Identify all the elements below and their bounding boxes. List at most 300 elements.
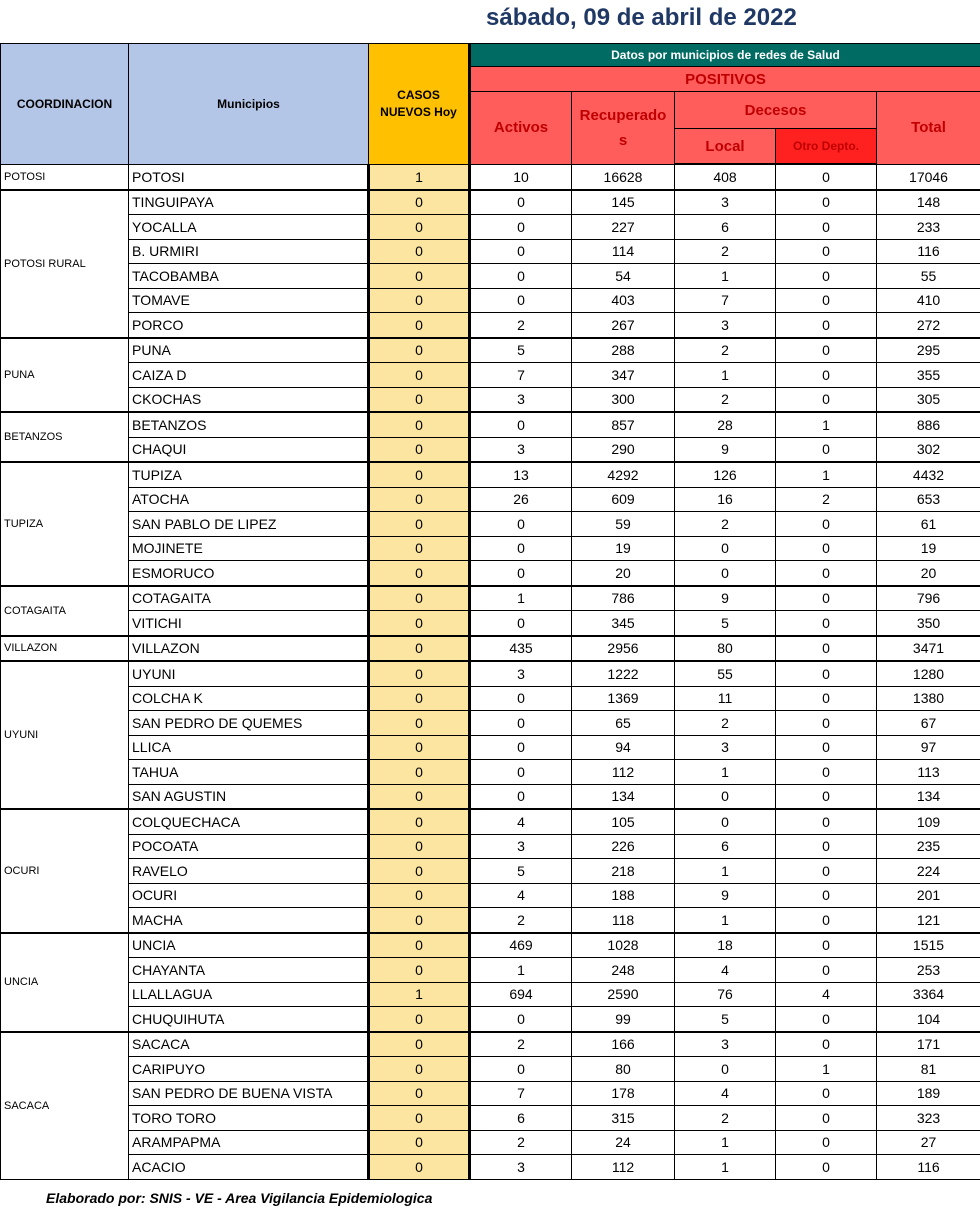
activos-cell: 6 xyxy=(470,1106,572,1131)
casos-cell: 1 xyxy=(369,982,470,1007)
municipio-cell: TUPIZA xyxy=(129,462,369,487)
total-cell: 121 xyxy=(877,908,980,933)
table-row xyxy=(1,735,980,760)
activos-cell: 3 xyxy=(470,387,572,412)
otro-cell: 0 xyxy=(776,611,877,636)
table-row xyxy=(1,784,980,809)
recuperados-cell: 65 xyxy=(572,711,675,736)
activos-cell: 4 xyxy=(470,883,572,908)
local-cell: 1 xyxy=(675,1130,776,1155)
table-row xyxy=(1,1032,980,1057)
table-row xyxy=(1,686,980,711)
casos-cell: 0 xyxy=(369,686,470,711)
activos-cell: 3 xyxy=(470,834,572,859)
casos-cell: 0 xyxy=(369,462,470,487)
local-cell: 76 xyxy=(675,982,776,1007)
local-cell: 0 xyxy=(675,536,776,561)
local-cell: 3 xyxy=(675,735,776,760)
municipio-cell: UYUNI xyxy=(129,661,369,686)
casos-cell: 0 xyxy=(369,958,470,983)
activos-cell: 435 xyxy=(470,636,572,662)
activos-cell: 2 xyxy=(470,1130,572,1155)
recuperados-cell: 19 xyxy=(572,536,675,561)
activos-cell: 3 xyxy=(470,437,572,462)
total-cell: 17046 xyxy=(877,164,980,190)
municipio-cell: PUNA xyxy=(129,338,369,363)
local-cell: 6 xyxy=(675,834,776,859)
otro-cell: 0 xyxy=(776,1106,877,1131)
casos-cell: 0 xyxy=(369,611,470,636)
otro-cell: 0 xyxy=(776,561,877,586)
casos-cell: 0 xyxy=(369,1032,470,1057)
activos-cell: 2 xyxy=(470,908,572,933)
table-row xyxy=(1,164,980,190)
table-row xyxy=(1,1155,980,1180)
table-row xyxy=(1,215,980,240)
table-body xyxy=(1,164,980,1179)
total-cell: 61 xyxy=(877,512,980,537)
table-row xyxy=(1,711,980,736)
table-row xyxy=(1,908,980,933)
local-cell: 2 xyxy=(675,1106,776,1131)
otro-cell: 0 xyxy=(776,1081,877,1106)
activos-cell: 0 xyxy=(470,288,572,313)
otro-cell: 0 xyxy=(776,958,877,983)
casos-cell: 0 xyxy=(369,1007,470,1032)
otro-cell: 0 xyxy=(776,1007,877,1032)
municipio-cell: SAN PEDRO DE BUENA VISTA xyxy=(129,1081,369,1106)
activos-cell: 2 xyxy=(470,1032,572,1057)
local-cell: 3 xyxy=(675,313,776,338)
municipio-cell: TORO TORO xyxy=(129,1106,369,1131)
local-cell: 3 xyxy=(675,1032,776,1057)
activos-cell: 7 xyxy=(470,1081,572,1106)
otro-cell: 0 xyxy=(776,536,877,561)
activos-cell: 2 xyxy=(470,313,572,338)
coordinacion-cell: TUPIZA xyxy=(1,462,129,586)
local-cell: 126 xyxy=(675,462,776,487)
total-cell: 224 xyxy=(877,859,980,884)
recuperados-cell: 857 xyxy=(572,412,675,437)
casos-cell: 0 xyxy=(369,512,470,537)
table-row xyxy=(1,313,980,338)
otro-cell: 0 xyxy=(776,1130,877,1155)
municipal-health-table xyxy=(0,43,980,1180)
casos-cell: 0 xyxy=(369,1081,470,1106)
otro-cell: 0 xyxy=(776,908,877,933)
otro-cell: 0 xyxy=(776,363,877,388)
header-casos-line2: NUEVOS Hoy xyxy=(380,104,457,119)
recuperados-cell: 1222 xyxy=(572,661,675,686)
local-cell: 9 xyxy=(675,883,776,908)
coordinacion-cell: OCURI xyxy=(1,809,129,933)
local-cell: 408 xyxy=(675,164,776,190)
total-cell: 189 xyxy=(877,1081,980,1106)
municipio-cell: TOMAVE xyxy=(129,288,369,313)
total-cell: 109 xyxy=(877,809,980,834)
local-cell: 0 xyxy=(675,1057,776,1082)
municipio-cell: CHAYANTA xyxy=(129,958,369,983)
recuperados-cell: 112 xyxy=(572,1155,675,1180)
header-total: Total xyxy=(877,92,980,165)
municipio-cell: POCOATA xyxy=(129,834,369,859)
local-cell: 1 xyxy=(675,264,776,289)
total-cell: 233 xyxy=(877,215,980,240)
local-cell: 6 xyxy=(675,215,776,240)
casos-cell: 0 xyxy=(369,636,470,662)
total-cell: 97 xyxy=(877,735,980,760)
header-datos-redes: Datos por municipios de redes de Salud xyxy=(470,44,980,67)
activos-cell: 3 xyxy=(470,1155,572,1180)
recuperados-cell: 114 xyxy=(572,239,675,264)
otro-cell: 0 xyxy=(776,338,877,363)
recuperados-cell: 4292 xyxy=(572,462,675,487)
total-cell: 305 xyxy=(877,387,980,412)
local-cell: 2 xyxy=(675,711,776,736)
otro-cell: 0 xyxy=(776,215,877,240)
activos-cell: 0 xyxy=(470,512,572,537)
casos-cell: 0 xyxy=(369,784,470,809)
table-row xyxy=(1,462,980,487)
local-cell: 1 xyxy=(675,859,776,884)
otro-cell: 0 xyxy=(776,933,877,958)
otro-cell: 1 xyxy=(776,1057,877,1082)
municipio-cell: LLALLAGUA xyxy=(129,982,369,1007)
otro-cell: 0 xyxy=(776,512,877,537)
local-cell: 2 xyxy=(675,512,776,537)
table-row xyxy=(1,760,980,785)
casos-cell: 0 xyxy=(369,1155,470,1180)
otro-cell: 0 xyxy=(776,784,877,809)
recuperados-cell: 16628 xyxy=(572,164,675,190)
casos-cell: 0 xyxy=(369,387,470,412)
recuperados-cell: 315 xyxy=(572,1106,675,1131)
local-cell: 1 xyxy=(675,363,776,388)
activos-cell: 4 xyxy=(470,809,572,834)
total-cell: 19 xyxy=(877,536,980,561)
otro-cell: 0 xyxy=(776,711,877,736)
local-cell: 55 xyxy=(675,661,776,686)
recuperados-cell: 145 xyxy=(572,190,675,215)
activos-cell: 10 xyxy=(470,164,572,190)
activos-cell: 5 xyxy=(470,859,572,884)
casos-cell: 0 xyxy=(369,1057,470,1082)
table-row xyxy=(1,636,980,662)
casos-cell: 0 xyxy=(369,933,470,958)
local-cell: 28 xyxy=(675,412,776,437)
municipio-cell: POTOSI xyxy=(129,164,369,190)
recuperados-cell: 99 xyxy=(572,1007,675,1032)
coordinacion-cell: PUNA xyxy=(1,338,129,413)
table-row xyxy=(1,190,980,215)
casos-cell: 0 xyxy=(369,586,470,611)
municipio-cell: MACHA xyxy=(129,908,369,933)
recuperados-cell: 1028 xyxy=(572,933,675,958)
total-cell: 302 xyxy=(877,437,980,462)
otro-cell: 1 xyxy=(776,412,877,437)
table-row xyxy=(1,487,980,512)
total-cell: 4432 xyxy=(877,462,980,487)
recuperados-cell: 112 xyxy=(572,760,675,785)
total-cell: 27 xyxy=(877,1130,980,1155)
casos-cell: 0 xyxy=(369,239,470,264)
recuperados-cell: 105 xyxy=(572,809,675,834)
table-row xyxy=(1,1057,980,1082)
table-row xyxy=(1,586,980,611)
casos-cell: 0 xyxy=(369,883,470,908)
recuperados-cell: 267 xyxy=(572,313,675,338)
total-cell: 1380 xyxy=(877,686,980,711)
casos-cell: 0 xyxy=(369,363,470,388)
total-cell: 323 xyxy=(877,1106,980,1131)
table-row xyxy=(1,264,980,289)
recuperados-cell: 188 xyxy=(572,883,675,908)
casos-cell: 0 xyxy=(369,1106,470,1131)
otro-cell: 0 xyxy=(776,661,877,686)
recuperados-cell: 227 xyxy=(572,215,675,240)
total-cell: 1515 xyxy=(877,933,980,958)
coordinacion-cell: POTOSI xyxy=(1,164,129,190)
activos-cell: 0 xyxy=(470,264,572,289)
report-title-bar xyxy=(0,0,980,40)
recuperados-cell: 345 xyxy=(572,611,675,636)
table-row xyxy=(1,859,980,884)
activos-cell: 0 xyxy=(470,1007,572,1032)
table-row xyxy=(1,412,980,437)
recuperados-cell: 1369 xyxy=(572,686,675,711)
casos-cell: 0 xyxy=(369,661,470,686)
recuperados-cell: 300 xyxy=(572,387,675,412)
table-row xyxy=(1,288,980,313)
recuperados-cell: 226 xyxy=(572,834,675,859)
local-cell: 9 xyxy=(675,586,776,611)
municipio-cell: YOCALLA xyxy=(129,215,369,240)
casos-cell: 0 xyxy=(369,1130,470,1155)
municipio-cell: LLICA xyxy=(129,735,369,760)
table-row xyxy=(1,338,980,363)
otro-cell: 0 xyxy=(776,1155,877,1180)
casos-cell: 0 xyxy=(369,487,470,512)
activos-cell: 0 xyxy=(470,784,572,809)
casos-cell: 0 xyxy=(369,561,470,586)
activos-cell: 0 xyxy=(470,561,572,586)
local-cell: 7 xyxy=(675,288,776,313)
total-cell: 134 xyxy=(877,784,980,809)
table-header xyxy=(1,44,980,165)
total-cell: 81 xyxy=(877,1057,980,1082)
otro-cell: 0 xyxy=(776,313,877,338)
table-row xyxy=(1,661,980,686)
otro-cell: 0 xyxy=(776,437,877,462)
table-row xyxy=(1,611,980,636)
local-cell: 2 xyxy=(675,387,776,412)
casos-cell: 0 xyxy=(369,536,470,561)
recuperados-cell: 20 xyxy=(572,561,675,586)
local-cell: 16 xyxy=(675,487,776,512)
local-cell: 3 xyxy=(675,190,776,215)
otro-cell: 0 xyxy=(776,264,877,289)
coordinacion-cell: COTAGAITA xyxy=(1,586,129,636)
activos-cell: 13 xyxy=(470,462,572,487)
otro-cell: 0 xyxy=(776,239,877,264)
table-row xyxy=(1,1106,980,1131)
coordinacion-cell: VILLAZON xyxy=(1,636,129,662)
table-row xyxy=(1,512,980,537)
activos-cell: 0 xyxy=(470,412,572,437)
activos-cell: 1 xyxy=(470,958,572,983)
total-cell: 410 xyxy=(877,288,980,313)
table-row xyxy=(1,536,980,561)
municipio-cell: MOJINETE xyxy=(129,536,369,561)
activos-cell: 5 xyxy=(470,338,572,363)
total-cell: 355 xyxy=(877,363,980,388)
recuperados-cell: 166 xyxy=(572,1032,675,1057)
header-recuperados-line1: Recuperado xyxy=(579,106,667,124)
municipio-cell: VILLAZON xyxy=(129,636,369,662)
otro-cell: 0 xyxy=(776,859,877,884)
recuperados-cell: 94 xyxy=(572,735,675,760)
municipio-cell: CHAQUI xyxy=(129,437,369,462)
municipio-cell: COLQUECHACA xyxy=(129,809,369,834)
casos-cell: 0 xyxy=(369,859,470,884)
total-cell: 55 xyxy=(877,264,980,289)
total-cell: 148 xyxy=(877,190,980,215)
activos-cell: 0 xyxy=(470,611,572,636)
local-cell: 1 xyxy=(675,760,776,785)
total-cell: 235 xyxy=(877,834,980,859)
total-cell: 272 xyxy=(877,313,980,338)
table-row xyxy=(1,363,980,388)
coordinacion-cell: SACACA xyxy=(1,1032,129,1180)
table-row xyxy=(1,561,980,586)
local-cell: 18 xyxy=(675,933,776,958)
otro-cell: 0 xyxy=(776,809,877,834)
otro-cell: 0 xyxy=(776,190,877,215)
coordinacion-cell: BETANZOS xyxy=(1,412,129,462)
activos-cell: 0 xyxy=(470,190,572,215)
local-cell: 1 xyxy=(675,908,776,933)
local-cell: 4 xyxy=(675,958,776,983)
header-casos-nuevos xyxy=(369,44,470,165)
casos-cell: 0 xyxy=(369,908,470,933)
municipio-cell: ARAMPAPMA xyxy=(129,1130,369,1155)
casos-cell: 0 xyxy=(369,809,470,834)
municipio-cell: COTAGAITA xyxy=(129,586,369,611)
municipio-cell: SAN AGUSTIN xyxy=(129,784,369,809)
municipio-cell: COLCHA K xyxy=(129,686,369,711)
coordinacion-cell: POTOSI RURAL xyxy=(1,190,129,338)
municipio-cell: RAVELO xyxy=(129,859,369,884)
table-row xyxy=(1,809,980,834)
activos-cell: 0 xyxy=(470,215,572,240)
recuperados-cell: 54 xyxy=(572,264,675,289)
activos-cell: 7 xyxy=(470,363,572,388)
recuperados-cell: 288 xyxy=(572,338,675,363)
local-cell: 9 xyxy=(675,437,776,462)
recuperados-cell: 80 xyxy=(572,1057,675,1082)
header-local: Local xyxy=(675,129,776,165)
recuperados-cell: 59 xyxy=(572,512,675,537)
otro-cell: 0 xyxy=(776,636,877,662)
header-recuperados-line2: s xyxy=(618,131,628,149)
otro-cell: 0 xyxy=(776,586,877,611)
municipio-cell: TAHUA xyxy=(129,760,369,785)
municipio-cell: SAN PABLO DE LIPEZ xyxy=(129,512,369,537)
municipio-cell: CARIPUYO xyxy=(129,1057,369,1082)
activos-cell: 0 xyxy=(470,735,572,760)
municipio-cell: TACOBAMBA xyxy=(129,264,369,289)
local-cell: 5 xyxy=(675,611,776,636)
table-row xyxy=(1,437,980,462)
casos-cell: 0 xyxy=(369,288,470,313)
activos-cell: 1 xyxy=(470,586,572,611)
header-recuperados xyxy=(572,92,675,165)
casos-cell: 0 xyxy=(369,313,470,338)
municipio-cell: BETANZOS xyxy=(129,412,369,437)
casos-cell: 0 xyxy=(369,338,470,363)
total-cell: 104 xyxy=(877,1007,980,1032)
otro-cell: 0 xyxy=(776,686,877,711)
municipio-cell: ATOCHA xyxy=(129,487,369,512)
table-row xyxy=(1,1007,980,1032)
municipio-cell: ESMORUCO xyxy=(129,561,369,586)
header-municipios: Municipios xyxy=(129,44,369,165)
activos-cell: 26 xyxy=(470,487,572,512)
casos-cell: 0 xyxy=(369,711,470,736)
local-cell: 1 xyxy=(675,1155,776,1180)
local-cell: 4 xyxy=(675,1081,776,1106)
recuperados-cell: 218 xyxy=(572,859,675,884)
total-cell: 796 xyxy=(877,586,980,611)
total-cell: 113 xyxy=(877,760,980,785)
municipio-cell: ACACIO xyxy=(129,1155,369,1180)
activos-cell: 0 xyxy=(470,711,572,736)
total-cell: 3364 xyxy=(877,982,980,1007)
municipio-cell: CHUQUIHUTA xyxy=(129,1007,369,1032)
table-row xyxy=(1,982,980,1007)
otro-cell: 0 xyxy=(776,387,877,412)
activos-cell: 0 xyxy=(470,686,572,711)
recuperados-cell: 347 xyxy=(572,363,675,388)
total-cell: 1280 xyxy=(877,661,980,686)
header-positivos: POSITIVOS xyxy=(470,67,980,92)
casos-cell: 0 xyxy=(369,834,470,859)
otro-cell: 4 xyxy=(776,982,877,1007)
municipio-cell: PORCO xyxy=(129,313,369,338)
activos-cell: 0 xyxy=(470,536,572,561)
activos-cell: 694 xyxy=(470,982,572,1007)
local-cell: 2 xyxy=(675,338,776,363)
local-cell: 0 xyxy=(675,561,776,586)
recuperados-cell: 2590 xyxy=(572,982,675,1007)
total-cell: 3471 xyxy=(877,636,980,662)
table-row xyxy=(1,933,980,958)
local-cell: 11 xyxy=(675,686,776,711)
report-date-title: sábado, 09 de abril de 2022 xyxy=(486,4,797,31)
header-casos-line1: CASOS xyxy=(397,87,440,102)
municipio-cell: VITICHI xyxy=(129,611,369,636)
otro-cell: 0 xyxy=(776,288,877,313)
municipio-cell: SACACA xyxy=(129,1032,369,1057)
table-row xyxy=(1,958,980,983)
municipio-cell: SAN PEDRO DE QUEMES xyxy=(129,711,369,736)
otro-cell: 0 xyxy=(776,164,877,190)
activos-cell: 0 xyxy=(470,760,572,785)
activos-cell: 3 xyxy=(470,661,572,686)
municipio-cell: UNCIA xyxy=(129,933,369,958)
casos-cell: 0 xyxy=(369,412,470,437)
municipio-cell: OCURI xyxy=(129,883,369,908)
